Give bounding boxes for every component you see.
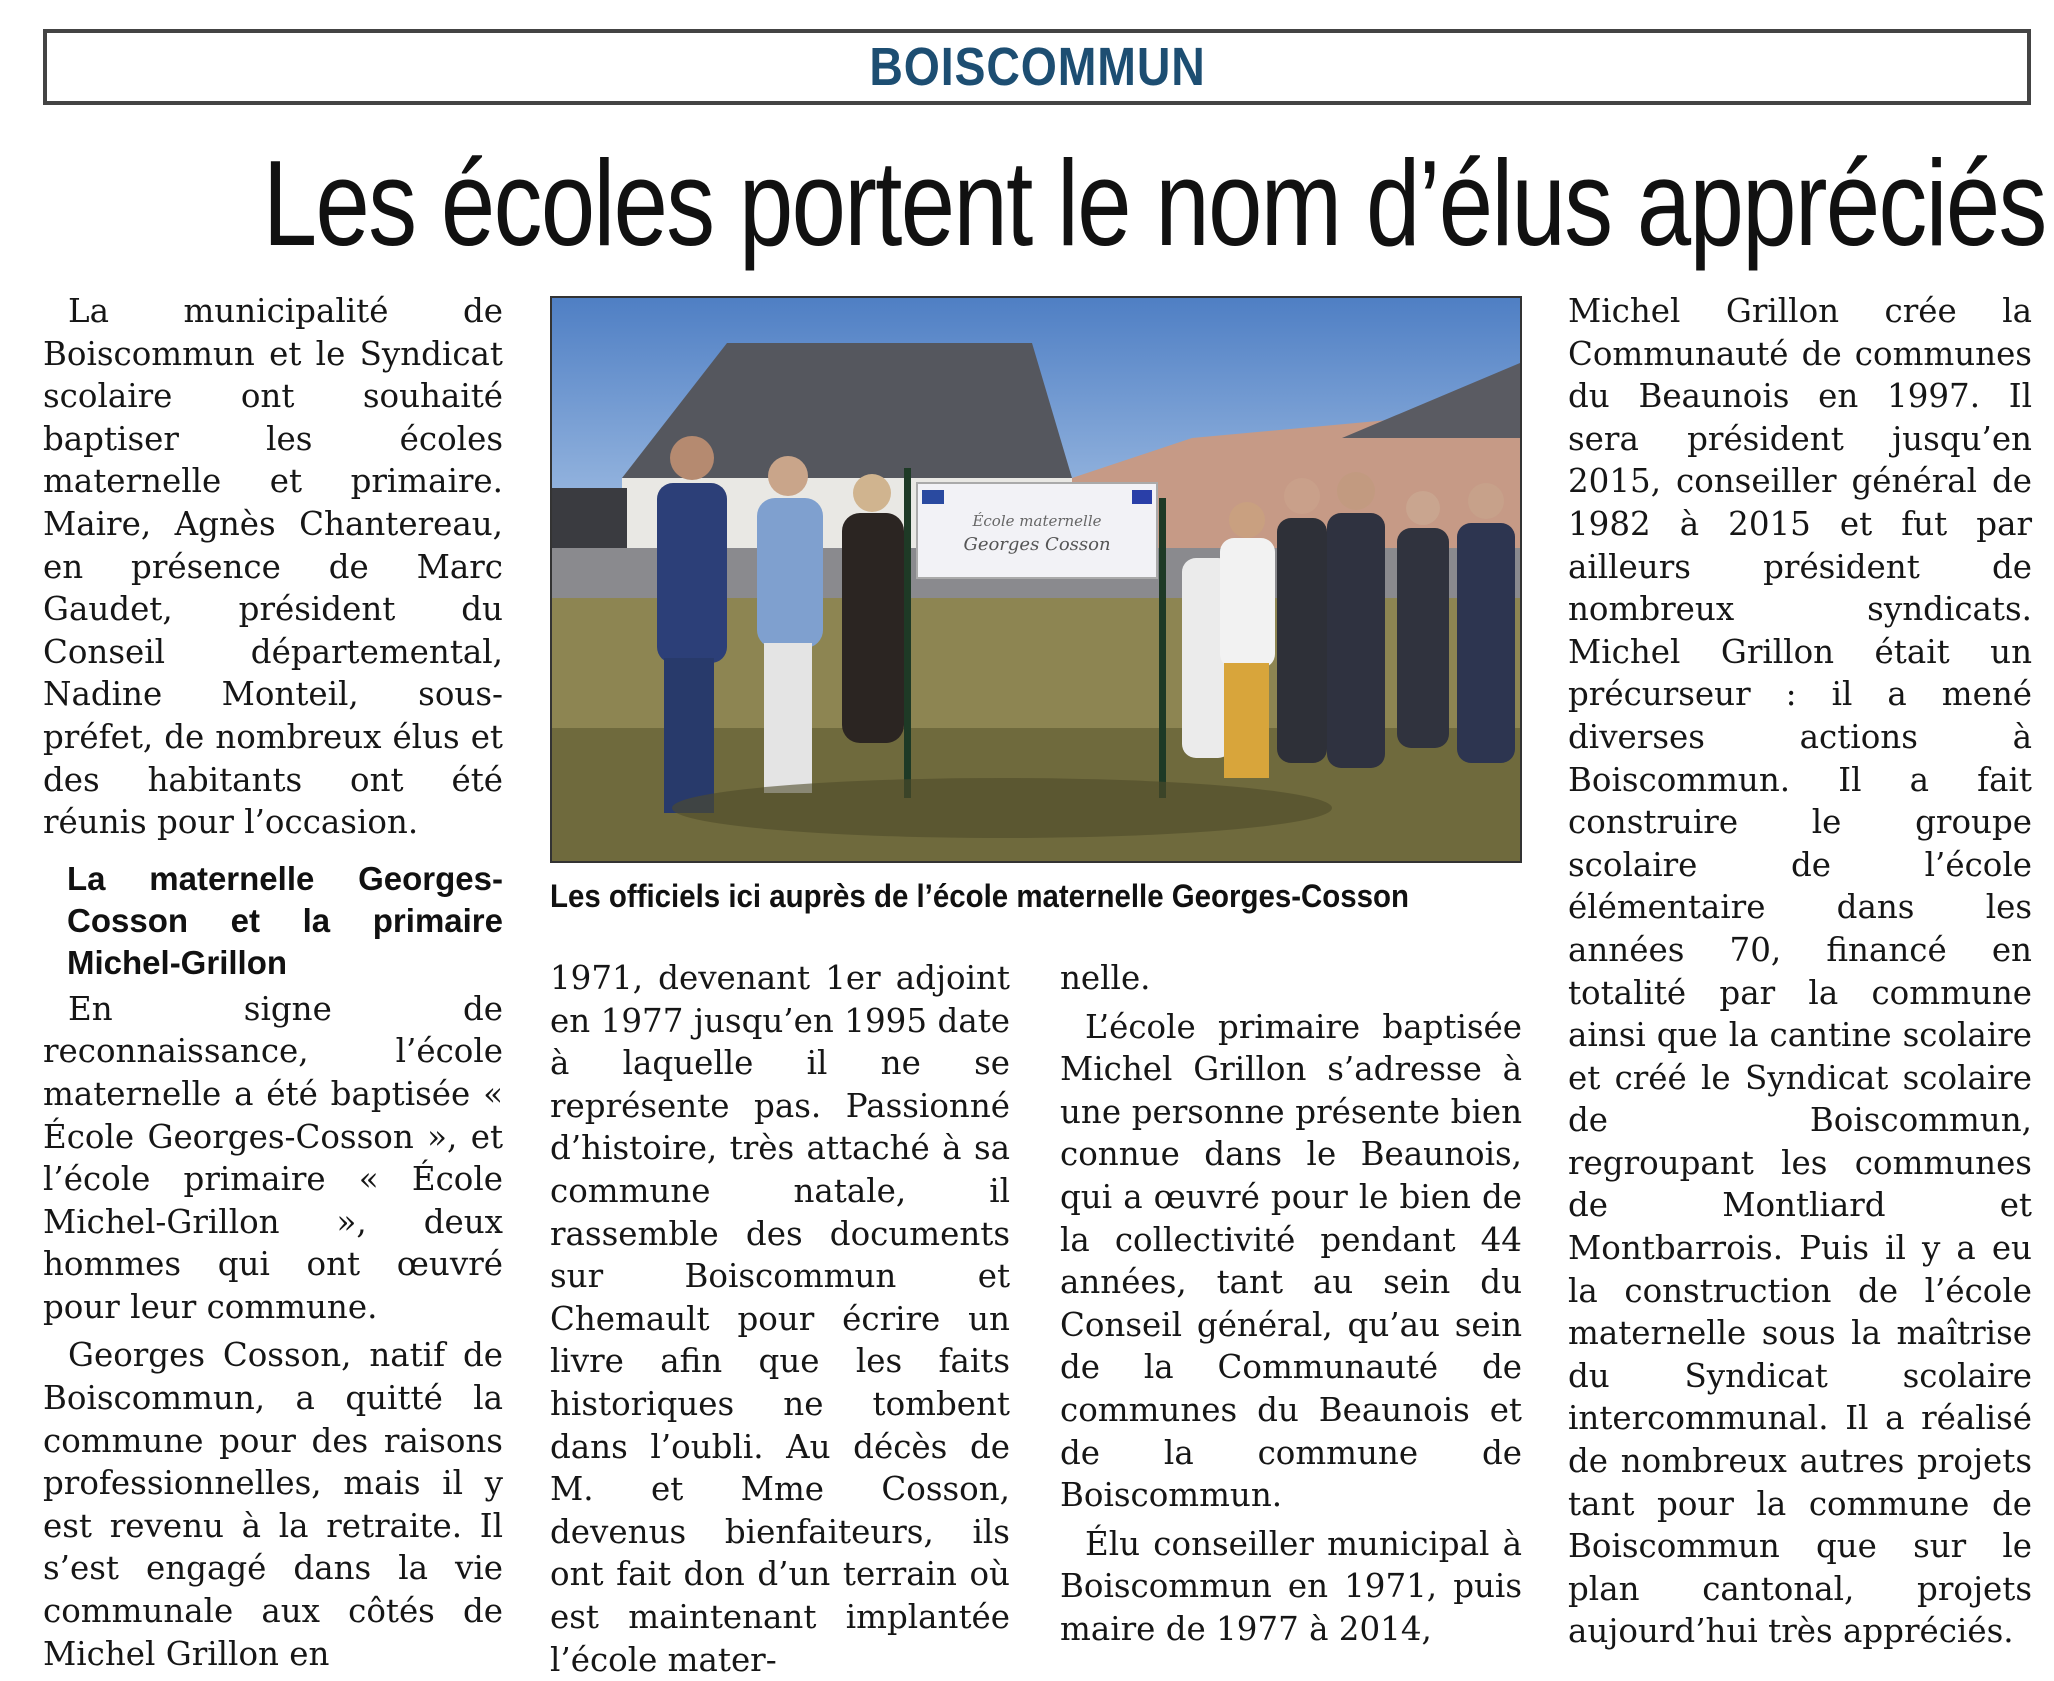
body-paragraph-2-continued: 1971, devenant 1er adjoint en 1977 jusqu’en 1995 date à laquelle il ne se représente pas. Passionné d’histoire, très attaché à sa commune natale, il rassemble des documents sur Boiscommun et Chemault pour écrire un livre afin que les faits historiques ne tombent dans l’oubli. Au décès de M. et Mme Cosson, devenus bienfaiteurs, ils ont fait don d’un terrain où est maintenant implantée l’école mater- <box>550 959 1010 1679</box>
article-photo <box>550 296 1522 863</box>
plaque-line-2: Georges Cosson <box>963 534 1111 555</box>
intro-paragraph: La municipalité de Boiscommun et le Syndicat scolaire ont souhaité baptiser les écoles maternelle et primaire. Maire, Agnès Chantereau, en présence de Marc Gaudet, président du Conseil départemental, Nadine Monteil, sous-préfet, de nombreux élus et des habitants ont été réunis pour l’occasion. <box>43 292 503 842</box>
article-column-2 <box>550 957 1010 1681</box>
body-paragraph-1: En signe de reconnaissance, l’école maternelle a été baptisée « École Georges-Cosson », et l’école primaire « École Michel-Grillon », deux hommes qui ont œuvré pour leur commune. <box>43 989 503 1326</box>
subheading: La maternelle Georges-Cosson et la primaire Michel-Grillon <box>67 859 503 981</box>
body-paragraph-4-continued: Michel Grillon crée la Communauté de communes du Beaunois en 1997. Il sera président jusqu’en 2015, conseiller général de 1982 à 2015 et fut par ailleurs président de nombreux syndicats. Michel Grillon était un précurseur : il a mené diverses actions à Boiscommun. Il a fait construire le groupe scolaire de l’école élémentaire dans les années 70, financé en totalité par la commune ainsi que la cantine scolaire et créé le Syndicat scolaire de Boiscommun, regroupant les communes de Montliard et Montbarrois. Puis il y a eu la construction de l’école maternelle sous la maîtrise du Syndicat scolaire intercommunal. Il a réalisé de nombreux autres projets tant pour la commune de Boiscommun que sur le plan cantonal, projets aujourd’hui très appréciés. <box>1568 292 2032 1651</box>
body-paragraph-2: Georges Cosson, natif de Boiscommun, a quitté la commune pour des raisons professionnelles, mais il y est revenu à la retraite. Il s’est engagé dans la vie communale aux côtés de Michel Grillon en <box>43 1336 503 1673</box>
body-paragraph-4: Élu conseiller municipal à Boiscommun en 1971, puis maire de 1977 à 2014, <box>1060 1524 1522 1648</box>
article-column-4 <box>1568 290 2032 1653</box>
section-kicker: BOISCOMMUN <box>868 37 1206 97</box>
article-column-3 <box>1060 957 1522 1651</box>
headline-text: Les écoles portent le nom d’élus appréciés <box>262 135 2046 271</box>
article-column-1 <box>43 290 503 1675</box>
headline <box>40 128 2046 278</box>
body-paragraph-3: L’école primaire baptisée Michel Grillon s’adresse à une personne présente bien connue dans le Beaunois, qui a œuvré pour le bien de la collectivité pendant 44 années, tant au sein du Conseil général, qu’au sein de la Communauté de communes du Beaunois et de la commune de Boiscommun. <box>1060 1007 1522 1515</box>
section-kicker-box <box>43 29 2031 105</box>
photo-caption-text: Les officiels ici auprès de l’école maternelle Georges-Cosson <box>550 878 1409 914</box>
plaque-line-1: École maternelle <box>972 512 1102 530</box>
photo-caption <box>550 876 1522 916</box>
body-paragraph-2-end: nelle. <box>1060 959 1151 997</box>
